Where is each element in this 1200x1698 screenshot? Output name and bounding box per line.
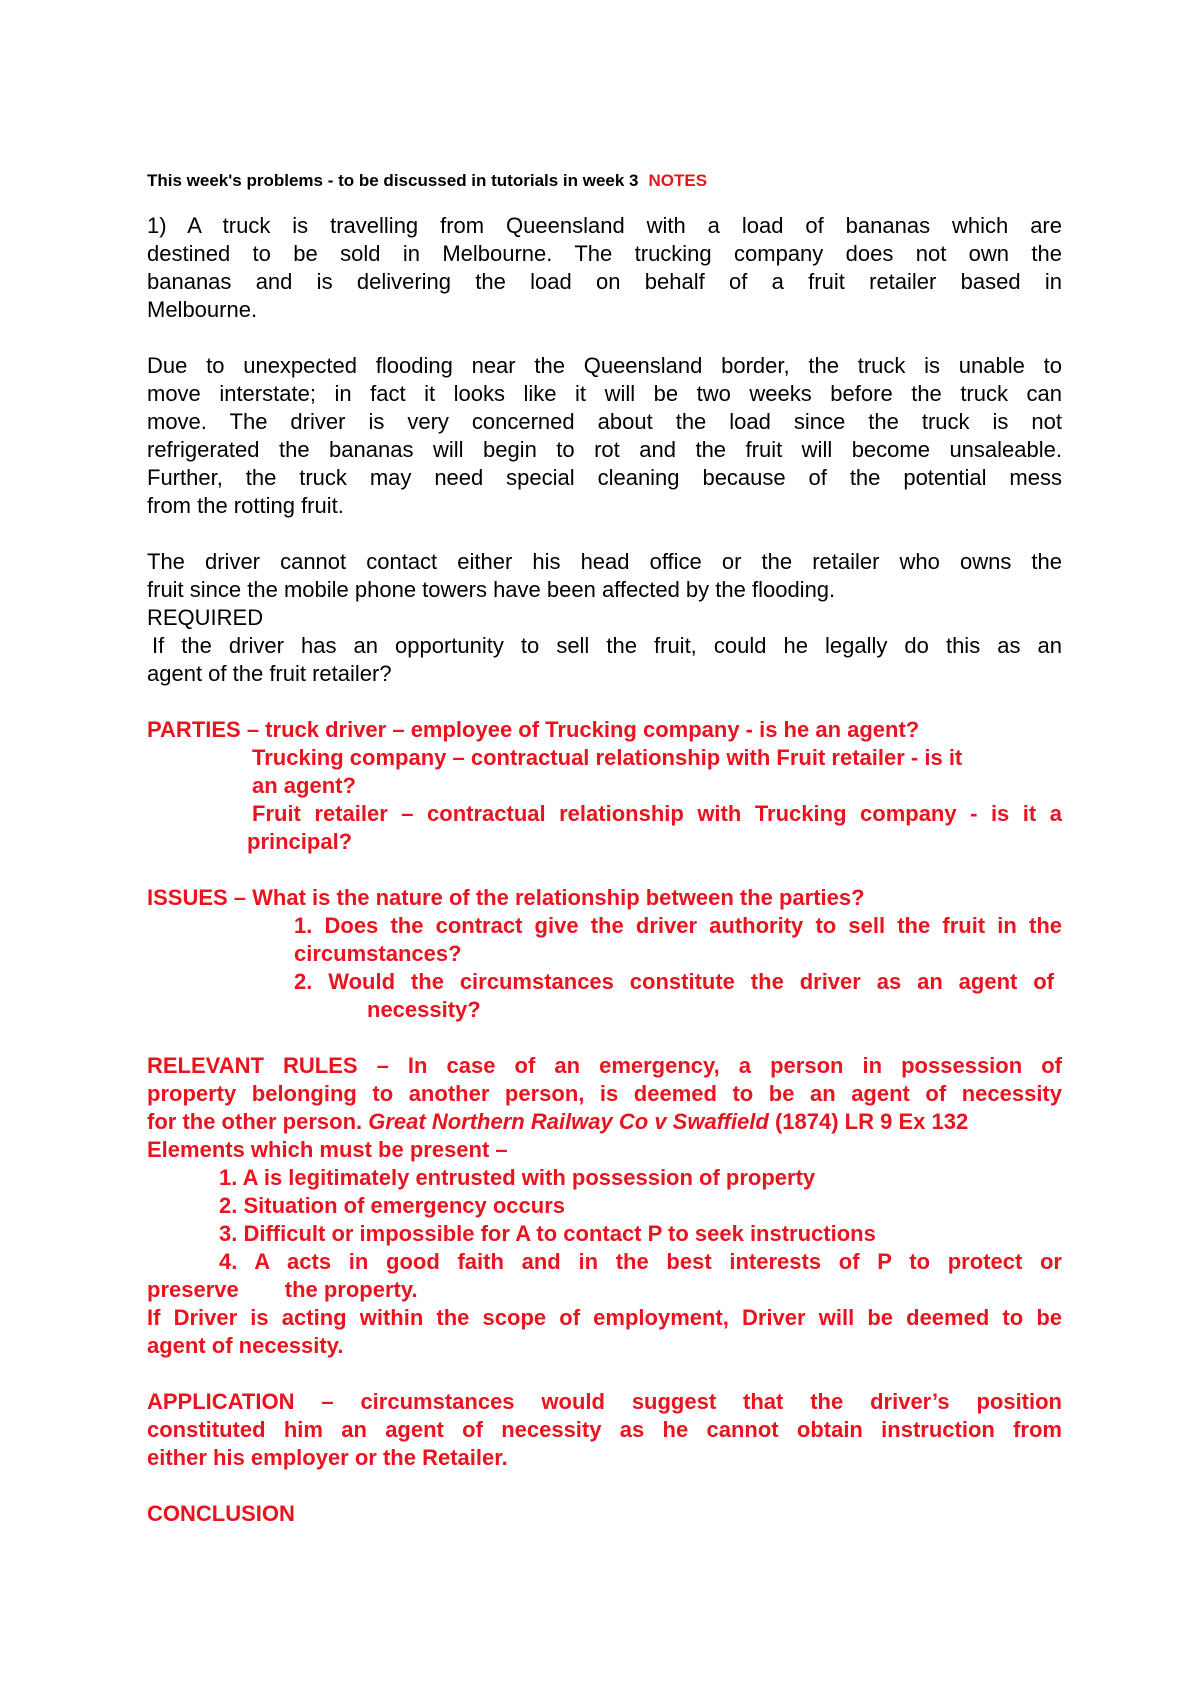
text-line: The driver cannot contact either his head office or the retailer who owns the	[147, 549, 1062, 574]
case-reference: (1874) LR 9 Ex 132	[774, 1109, 969, 1134]
text-line: fruit since the mobile phone towers have been affected by the flooding.	[147, 577, 836, 602]
parties-line: Fruit retailer – contractual relationship with Trucking company - is it a	[252, 801, 1062, 826]
element-text: preserve	[147, 1277, 239, 1302]
question-line: agent of the fruit retailer?	[147, 661, 392, 686]
element-item	[147, 1276, 1062, 1304]
element-item: 3. Difficult or impossible for A to contact P to seek instructions	[219, 1221, 876, 1246]
required-heading: REQUIRED	[147, 605, 264, 630]
notes-label: NOTES	[648, 171, 708, 190]
rules-line: property belonging to another person, is deemed to be an agent of necessity	[147, 1081, 1062, 1106]
text-line: Melbourne.	[147, 297, 258, 322]
text-line: Due to unexpected flooding near the Queensland border, the truck is unable to	[147, 353, 1062, 378]
element-text: the property.	[284, 1277, 418, 1302]
parties-line: PARTIES – truck driver – employee of Trucking company - is he an agent?	[147, 717, 920, 742]
rules-line: RELEVANT RULES – In case of an emergency, a person in possession of	[147, 1053, 1062, 1078]
text-line: Further, the truck may need special cleaning because of the potential mess	[147, 465, 1062, 490]
application-line: APPLICATION – circumstances would suggest that the driver’s position	[147, 1389, 1062, 1414]
issues-section	[147, 884, 1062, 1024]
issues-line: necessity?	[367, 997, 481, 1022]
issues-line: 2. Would the circumstances constitute the driver as an agent of	[294, 969, 1054, 994]
issues-line: circumstances?	[294, 941, 462, 966]
rules-line: agent of necessity.	[147, 1333, 344, 1358]
parties-section	[147, 716, 1062, 856]
text-line: destined to be sold in Melbourne. The trucking company does not own the	[147, 241, 1062, 266]
rules-section	[147, 1052, 1062, 1360]
issues-line: 1. Does the contract give the driver authority to sell the fruit in the	[294, 913, 1062, 938]
rules-line: Elements which must be present –	[147, 1137, 508, 1162]
element-item: 2. Situation of emergency occurs	[219, 1193, 565, 1218]
issues-line: ISSUES – What is the nature of the relationship between the parties?	[147, 885, 865, 910]
problem-paragraph-1	[147, 212, 1062, 324]
element-item: 4. A acts in good faith and in the best interests of P to protect or	[219, 1249, 1062, 1274]
parties-line: an agent?	[252, 773, 356, 798]
document-page	[147, 170, 1062, 1528]
text-line: from the rotting fruit.	[147, 493, 344, 518]
problem-paragraph-2	[147, 352, 1062, 520]
conclusion-section	[147, 1500, 1062, 1528]
problem-paragraph-3	[147, 548, 1062, 688]
application-section	[147, 1388, 1062, 1472]
application-line: constituted him an agent of necessity as he cannot obtain instruction from	[147, 1417, 1062, 1442]
parties-line: principal?	[247, 829, 353, 854]
document-header	[147, 170, 1062, 192]
case-citation: Great Northern Railway Co v Swaffield	[368, 1109, 769, 1134]
text-line: refrigerated the bananas will begin to rot and the fruit will become unsaleable.	[147, 437, 1062, 462]
text-line: 1) A truck is travelling from Queensland with a load of bananas which are	[147, 213, 1062, 238]
text-line: bananas and is delivering the load on behalf of a fruit retailer based in	[147, 269, 1062, 294]
header-text: This week's problems - to be discussed in tutorials in week 3	[147, 171, 639, 190]
question-line: If the driver has an opportunity to sell the fruit, could he legally do this as an	[152, 633, 1062, 658]
text-line: move. The driver is very concerned about the load since the truck is not	[147, 409, 1062, 434]
rules-line: If Driver is acting within the scope of employment, Driver will be deemed to be	[147, 1305, 1062, 1330]
application-line: either his employer or the Retailer.	[147, 1445, 508, 1470]
text-line: move interstate; in fact it looks like it will be two weeks before the truck can	[147, 381, 1062, 406]
parties-line: Trucking company – contractual relationship with Fruit retailer - is it	[252, 745, 963, 770]
element-item: 1. A is legitimately entrusted with possession of property	[219, 1165, 816, 1190]
rules-line	[147, 1108, 1062, 1136]
rules-text: for the other person.	[147, 1109, 363, 1134]
conclusion-heading: CONCLUSION	[147, 1501, 295, 1526]
